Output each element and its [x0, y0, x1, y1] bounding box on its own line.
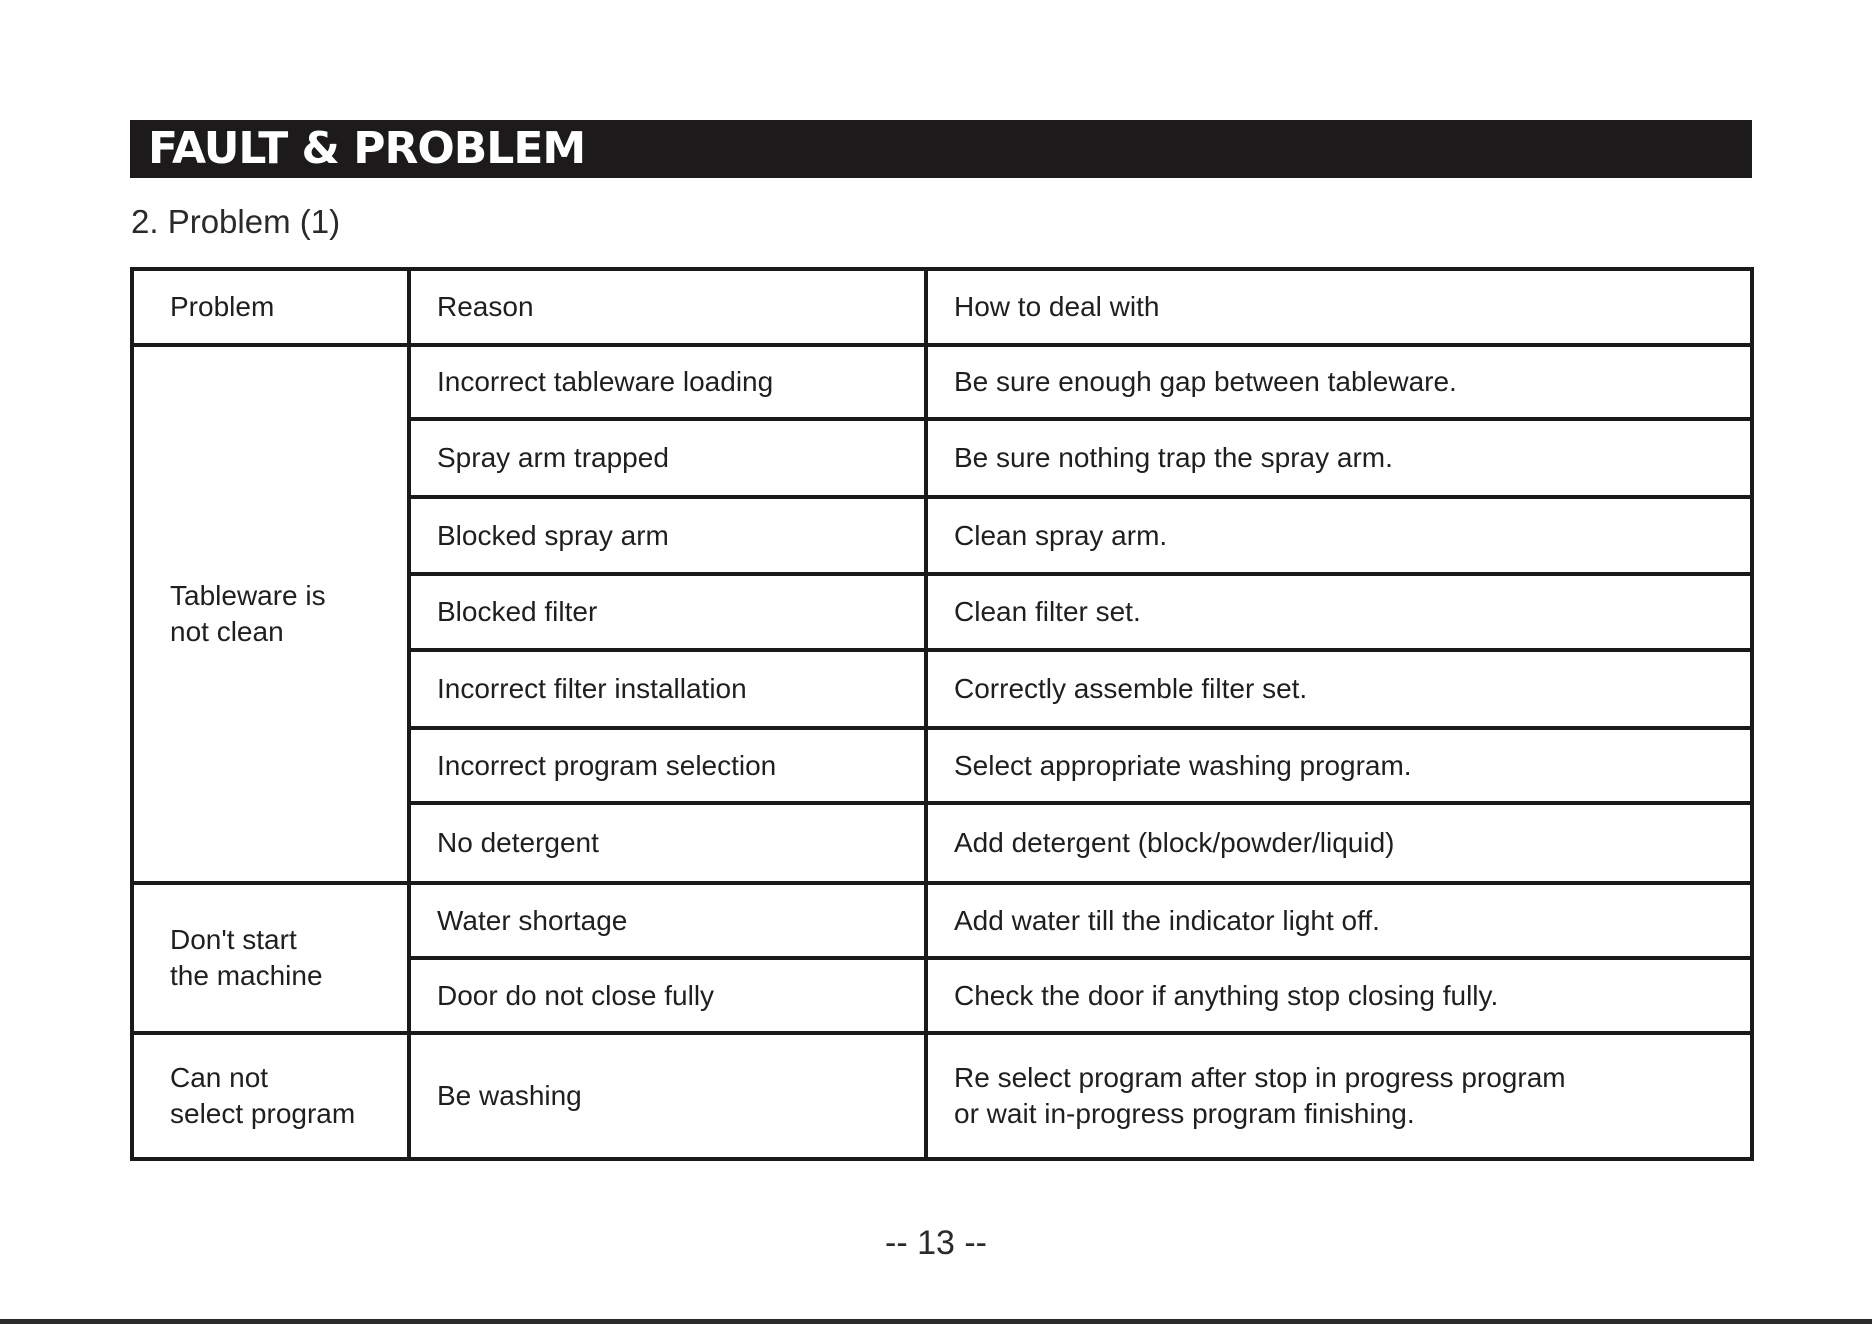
reason-cell: Incorrect filter installation — [409, 650, 926, 728]
reason-cell: No detergent — [409, 803, 926, 883]
header-bar — [130, 120, 1752, 178]
bottom-rule — [0, 1319, 1872, 1324]
page-number: -- 13 -- — [885, 1224, 987, 1262]
reason-cell: Blocked filter — [409, 574, 926, 650]
header-title: FAULT & PROBLEM — [148, 123, 586, 174]
problem-cell — [132, 1033, 409, 1159]
table-row — [132, 345, 1752, 419]
problem-label: Don't start the machine — [170, 924, 323, 991]
reason-cell: Blocked spray arm — [409, 497, 926, 574]
action-cell: Select appropriate washing program. — [926, 728, 1752, 803]
reason-cell: Spray arm trapped — [409, 419, 926, 497]
action-cell: Clean filter set. — [926, 574, 1752, 650]
table-header-row — [132, 269, 1752, 345]
table-row — [132, 883, 1752, 958]
reason-cell: Be washing — [409, 1033, 926, 1159]
reason-cell: Water shortage — [409, 883, 926, 958]
action-cell: Add detergent (block/powder/liquid) — [926, 803, 1752, 883]
header-problem: Problem — [132, 269, 409, 345]
header-reason: Reason — [409, 269, 926, 345]
section-title: 2. Problem (1) — [131, 203, 341, 240]
header-how-to-deal: How to deal with — [926, 269, 1752, 345]
action-cell: Clean spray arm. — [926, 497, 1752, 574]
reason-cell: Incorrect tableware loading — [409, 345, 926, 419]
action-cell — [926, 1033, 1752, 1159]
action-cell: Check the door if anything stop closing fully. — [926, 958, 1752, 1033]
problem-cell — [132, 345, 409, 883]
problem-label: Tableware is not clean — [170, 580, 326, 647]
action-cell: Correctly assemble filter set. — [926, 650, 1752, 728]
reason-cell: Door do not close fully — [409, 958, 926, 1033]
action-cell: Add water till the indicator light off. — [926, 883, 1752, 958]
problem-cell — [132, 883, 409, 1033]
action-cell: Be sure enough gap between tableware. — [926, 345, 1752, 419]
action-text: Re select program after stop in progress program or wait in-progress program finishing. — [954, 1062, 1566, 1129]
fault-table — [130, 267, 1754, 1161]
reason-cell: Incorrect program selection — [409, 728, 926, 803]
table-row — [132, 1033, 1752, 1159]
action-cell: Be sure nothing trap the spray arm. — [926, 419, 1752, 497]
problem-label: Can not select program — [170, 1062, 356, 1129]
